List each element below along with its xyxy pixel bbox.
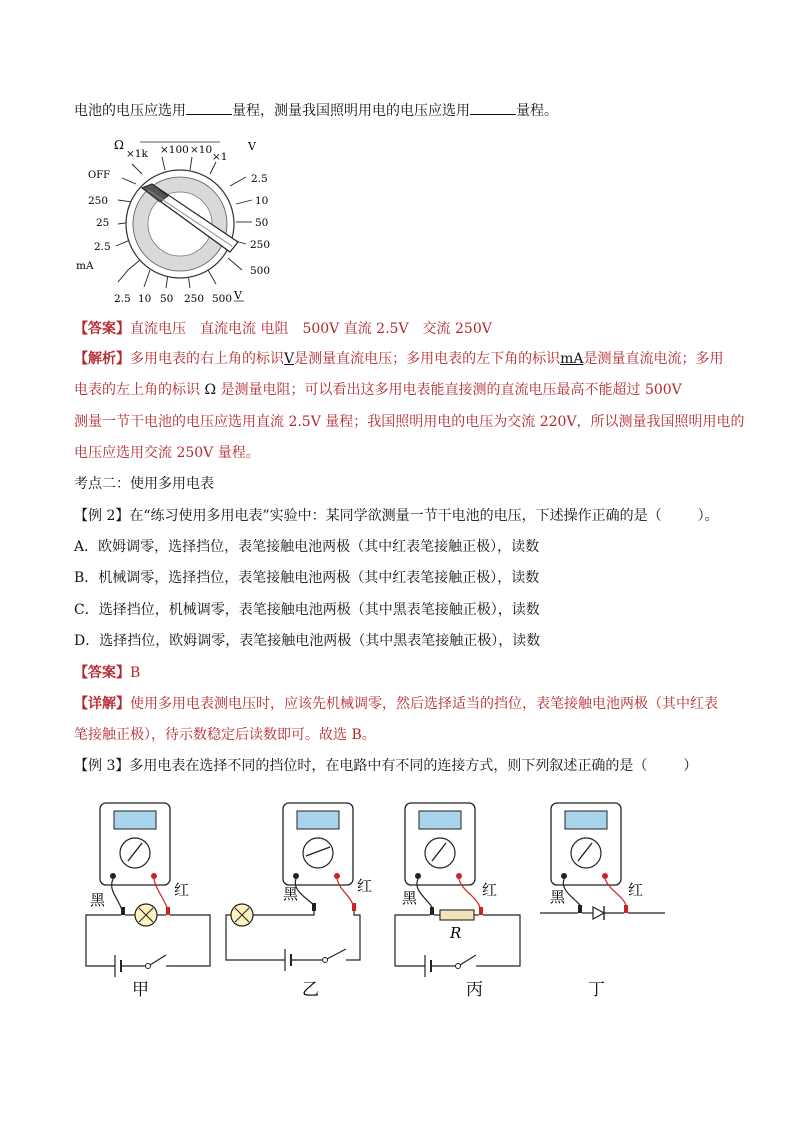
range-label: 10 — [138, 293, 152, 305]
text-segment: 量程，测量我国照明用电的电压应选用 — [232, 103, 470, 119]
red-probe-label: 红 — [482, 881, 498, 899]
range-label: 250 — [184, 293, 205, 305]
text-segment: 多用电表的右上角的标识 — [130, 351, 284, 367]
answer-line — [74, 319, 492, 339]
ohm-range-label: ×100 — [160, 144, 189, 156]
text-segment: 是测量直流电流；多用 — [583, 351, 724, 367]
circuit-label: 丁 — [588, 980, 605, 1000]
analysis-line-4: 电压应选用交流 250V 量程。 — [74, 445, 260, 461]
text-segment: 是测量直流电压；多用电表的左下角的标识 — [294, 351, 561, 367]
analysis-line-2 — [74, 380, 682, 400]
option-b: B．机械调零，选择挡位，表笔接触电池两极（其中红表笔接触正极），读数 — [74, 570, 540, 586]
multimeter-dial-figure — [70, 132, 280, 307]
text-segment: 使用多用电表测电压时，应该先机械调零，然后选择适当的挡位，表笔接触电池两极（其中红表 — [130, 696, 718, 712]
range-label: 250 — [250, 239, 271, 251]
v-symbol: V — [248, 140, 256, 153]
range-label: 50 — [160, 293, 174, 305]
ohm-range-label: ×1k — [126, 148, 148, 160]
answer-tag: 【答案】 — [74, 321, 130, 337]
answer-blank — [470, 100, 516, 115]
text-segment: 是测量电阻；可以看出这多用电表能直接测的直流电压最高不能超过 500V — [220, 382, 682, 398]
circuit-label: 丙 — [466, 980, 483, 1000]
detail-line-1 — [74, 694, 718, 714]
symbol-ohm: Ω — [204, 382, 217, 398]
black-probe-label: 黑 — [402, 889, 418, 907]
option-c: C．选择挡位，机械调零，表笔接触电池两极（其中黑表笔接触正极），读数 — [74, 602, 540, 618]
range-label: 250 — [88, 195, 109, 207]
circuit-ding — [540, 803, 665, 1000]
ohm-range-label: ×1 — [212, 151, 228, 163]
black-probe-label: 黑 — [550, 888, 566, 906]
text-segment: 电表的左上角的标识 — [74, 382, 200, 398]
off-label: OFF — [88, 170, 111, 181]
symbol-v: V — [284, 351, 295, 367]
circuit-label: 乙 — [302, 980, 319, 1000]
text-segment: 【例 3】多用电表在选择不同的挡位时，在电路中有不同的连接方式，则下列叙述正确的是（ — [74, 758, 648, 774]
option-a: A．欧姆调零，选择挡位，表笔接触电池两极（其中红表笔接触正极），读数 — [74, 539, 540, 555]
range-label: 2.5 — [114, 293, 131, 305]
detail-line-2: 笔接触正极），待示数稳定后读数即可。故选 B。 — [74, 727, 376, 743]
section-title: 考点二：使用多用电表 — [74, 476, 214, 492]
answer-text: 直流电压 直流电流 电阻 500V 直流 2.5V 交流 250V — [130, 321, 492, 337]
answer-text: B — [130, 665, 141, 681]
red-probe-label: 红 — [357, 877, 373, 895]
text-segment: 量程。 — [516, 103, 558, 119]
range-label: 50 — [255, 217, 269, 229]
red-probe-label: 红 — [174, 881, 190, 899]
range-label: 2.5 — [251, 173, 268, 185]
range-label: 500 — [212, 293, 233, 305]
text-segment: ）。 — [697, 508, 719, 524]
black-probe-label: 黑 — [90, 891, 106, 909]
detail-tag: 【详解】 — [74, 696, 130, 712]
text-segment: 电池的电压应选用 — [74, 103, 186, 119]
symbol-ma: mA — [560, 351, 584, 367]
analysis-tag: 【解析】 — [74, 351, 130, 367]
answer-line — [74, 663, 140, 683]
analysis-line-1 — [74, 349, 724, 369]
range-label: 2.5 — [94, 241, 111, 253]
range-label: 10 — [255, 195, 269, 207]
example-3-stem — [74, 756, 697, 776]
black-probe-label: 黑 — [283, 885, 299, 903]
red-probe-label: 红 — [628, 881, 644, 899]
ohm-range-label: ×10 — [190, 144, 213, 156]
ma-symbol: mA — [76, 260, 94, 272]
option-d: D．选择挡位，欧姆调零，表笔接触电池两极（其中黑表笔接触正极），读数 — [74, 633, 541, 649]
circuit-figures — [70, 795, 680, 1010]
v-bottom-symbol: V — [234, 289, 242, 302]
answer-tag: 【答案】 — [74, 665, 130, 681]
example-2-stem — [74, 506, 719, 526]
text-segment: ） — [683, 758, 698, 774]
range-label: 25 — [96, 217, 110, 229]
resistor-label: R — [450, 924, 462, 942]
circuit-yi — [226, 803, 372, 1000]
circuit-jia — [86, 803, 210, 1000]
question-fill-line — [74, 100, 558, 121]
ohm-symbol: Ω — [114, 138, 124, 152]
answer-blank — [186, 100, 232, 115]
range-label: 500 — [250, 265, 271, 277]
analysis-line-3: 测量一节干电池的电压应选用直流 2.5V 量程；我国照明用电的电压为交流 220V，所以测量我国照明用电的 — [74, 414, 745, 430]
text-segment: 【例 2】在“练习使用多用电表”实验中：某同学欲测量一节干电池的电压，下述操作正确的是（ — [74, 508, 662, 524]
circuit-label: 甲 — [132, 980, 149, 1000]
circuit-bing — [395, 803, 520, 1000]
